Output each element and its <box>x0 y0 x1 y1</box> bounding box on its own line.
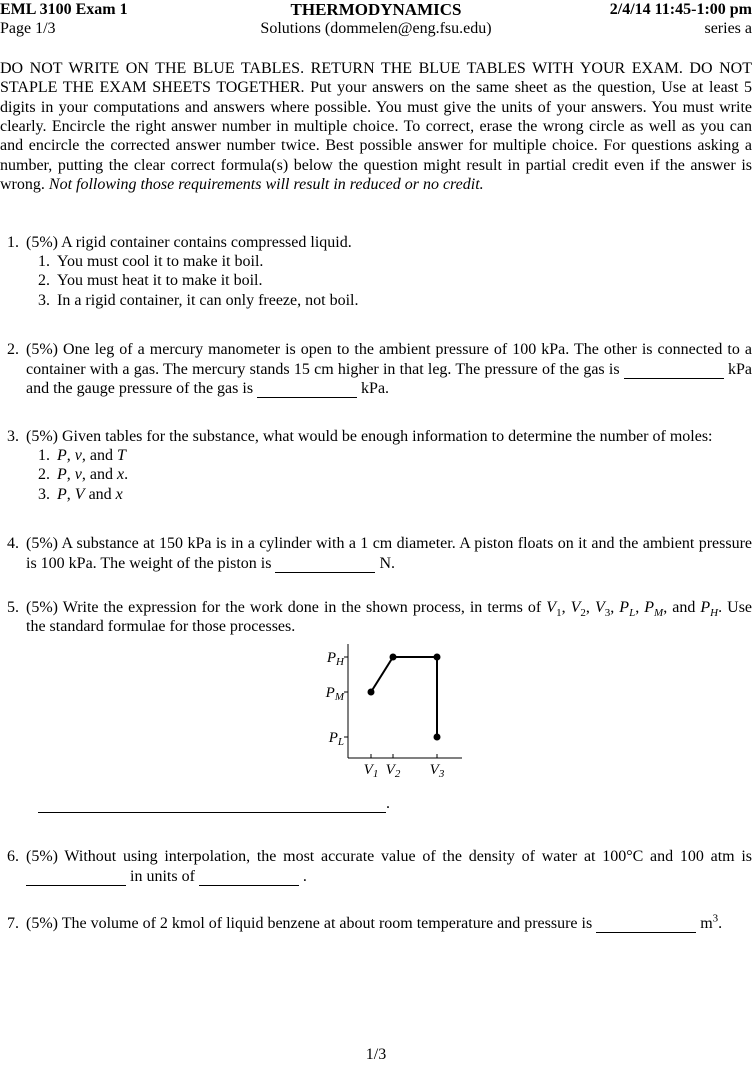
answer-blank <box>596 932 696 933</box>
question-body: (5%) The volume of 2 kmol of liquid benzene at about room temperature and pressure is $m^3$. <box>26 912 723 932</box>
question-number: 3. <box>7 427 19 445</box>
question-number: 5. <box>7 598 19 616</box>
x-tick-label: $V_2$ <box>385 761 401 780</box>
question-1 <box>0 233 752 311</box>
answer-blank <box>624 378 724 379</box>
question-4 <box>0 534 752 573</box>
y-tick-label: $P_L$ <box>328 729 344 748</box>
question-number: 1. <box>7 233 19 251</box>
x-tick-label: $V_1$ <box>363 761 379 780</box>
question-number: 2. <box>7 341 19 359</box>
choice-number: 1. <box>38 446 50 464</box>
answer-blank <box>275 572 375 573</box>
choice-number: 2. <box>38 272 50 290</box>
process-path <box>371 657 437 737</box>
data-point <box>434 733 441 740</box>
footer-page-indicator: 1/3 <box>365 1046 387 1063</box>
question-body: (5%) A substance at 150 kPa is in a cylinder with a 1 cm diameter. A piston floats on it and the ambient pressure is 100 kPa. The weight of the piston is N. <box>26 535 752 572</box>
header <box>0 0 752 39</box>
question-body: (5%) Write the expression for the work done in the shown process, in terms of $V_1$, $V_2$, $V_3$, $P_L$, $P_M$, and $P_H$. Use the standard formulae for those processes. <box>26 598 752 636</box>
question-number: 6. <box>7 848 19 866</box>
answer-blank <box>26 885 126 886</box>
choice-1 <box>26 446 752 465</box>
choice-2 <box>26 271 752 290</box>
exam-datetime: 2/4/14 11:45-1:00 pm <box>609 1 752 18</box>
question-number: 7. <box>7 914 19 932</box>
question-number: 4. <box>7 535 19 553</box>
question-2 <box>0 340 752 398</box>
x-tick-label: $V_3$ <box>429 761 445 780</box>
y-tick-label: $P_H$ <box>326 649 344 668</box>
page-number: Page 1/3 <box>0 20 56 38</box>
choice-3 <box>26 485 752 504</box>
choice-text: In a rigid container, it can only freeze, not boil. <box>57 291 359 309</box>
choice-text: You must heat it to make it boil. <box>57 272 263 290</box>
choice-number: 3. <box>38 291 50 309</box>
question-body: (5%) Given tables for the substance, what would be enough information to determine the number of moles: <box>26 427 713 445</box>
answer-line: . <box>38 794 752 813</box>
instructions-paragraph: DO NOT WRITE ON THE BLUE TABLES. RETURN THE BLUE TABLES WITH YOUR EXAM. DO NOT STAPLE THE EXAM SHEETS TOGETHER. Put your answers on the same sheet as the question, Use at least 5 digits in your computations and answers where possible. You must give the units of your answers. You must write clearly. Encircle the right answer number in multiple choice. To correct, erase the wrong circle as well as you can and encircle the corrected answer number twice. Best possible answer for multiple choice. For questions asking a number, putting the clear correct formula(s) below the question might result in partial credit even if the answer is wrong. Not following those requirements will result in reduced or no credit. <box>0 59 752 194</box>
choice-1 <box>26 252 752 271</box>
data-point <box>368 688 375 695</box>
data-point <box>390 653 397 660</box>
answer-blank <box>257 397 357 398</box>
question-body: (5%) A rigid container contains compressed liquid. <box>26 233 352 251</box>
pv-diagram-container <box>315 644 475 780</box>
choice-text: You must cool it to make it boil. <box>57 253 264 271</box>
choice-3 <box>26 291 752 310</box>
course-title: EML 3100 Exam 1 <box>0 1 128 18</box>
question-body: (5%) One leg of a mercury manometer is open to the ambient pressure of 100 kPa. The other is connected to a container with a gas. The mercury stands 15 cm higher in that leg. The pressure of the gas is kPa and the gauge pressure of the gas is kPa. <box>26 341 752 398</box>
choice-number: 1. <box>38 253 50 271</box>
exam-subtitle: Solutions (dommelen@eng.fsu.edu) <box>260 20 492 38</box>
data-point <box>434 653 441 660</box>
choice-text: P, v, and x. <box>57 466 129 484</box>
choice-text: P, v, and T <box>57 446 126 464</box>
choice-2 <box>26 465 752 484</box>
series-label: series a <box>704 20 752 38</box>
question-body: (5%) Without using interpolation, the most accurate value of the density of water at 100°C and 100 atm is in units of . <box>26 848 752 885</box>
question-7 <box>0 914 752 933</box>
question-5 <box>0 598 752 813</box>
y-tick-label: $P_M$ <box>325 684 344 703</box>
answer-blank <box>38 812 386 813</box>
choice-number: 2. <box>38 466 50 484</box>
pv-diagram <box>315 644 475 780</box>
answer-blank <box>199 885 299 886</box>
choice-text: P, V and x <box>57 485 123 503</box>
question-6 <box>0 847 752 886</box>
question-3 <box>0 427 752 505</box>
choice-number: 3. <box>38 485 50 503</box>
exam-title: THERMODYNAMICS <box>290 0 462 19</box>
